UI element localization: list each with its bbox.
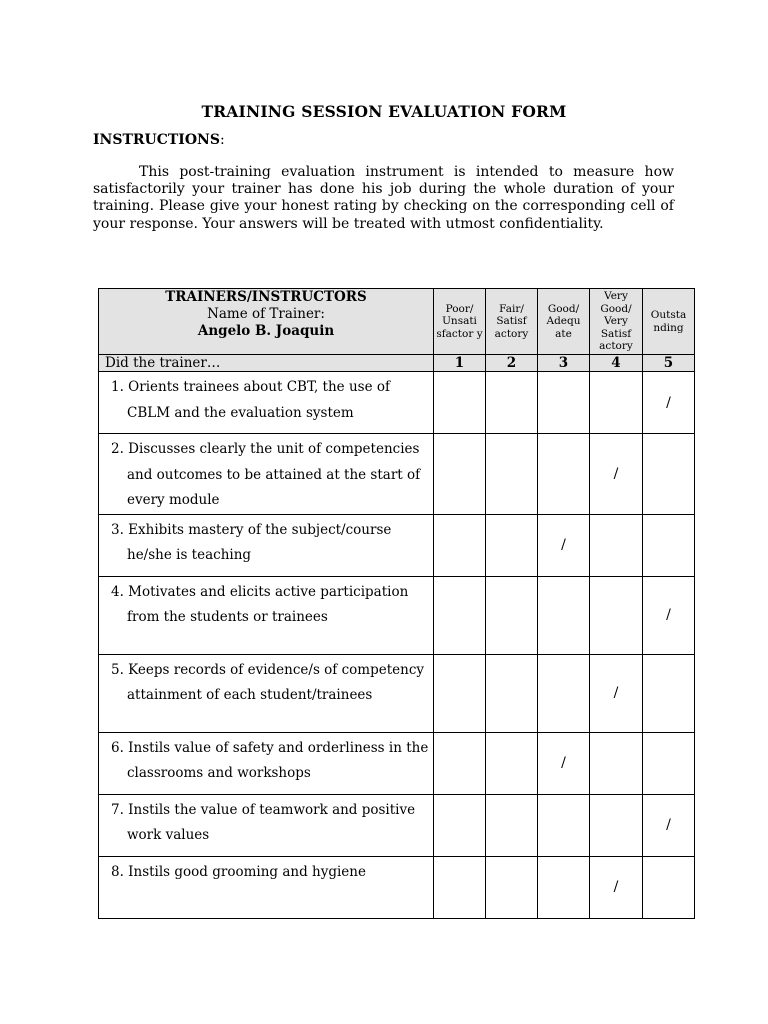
rating-cell-1[interactable] (434, 654, 486, 732)
rating-header-outstanding: Outsta nding (643, 289, 695, 355)
criterion-text: 4. Motivates and elicits active participation from the students or trainees (111, 583, 409, 625)
rating-cell-4[interactable] (590, 732, 643, 794)
check-mark: / (613, 465, 619, 482)
rating-cell-3[interactable] (538, 856, 590, 918)
rating-cell-5[interactable] (643, 794, 695, 856)
rating-header-very-good: Very Good/ Very Satisf actory (590, 289, 643, 355)
rating-cell-2[interactable] (486, 372, 538, 434)
criterion-text: 3. Exhibits mastery of the subject/course he/she is teaching (111, 521, 392, 563)
criterion-text: 5. Keeps records of evidence/s of competency attainment of each student/trainees (111, 661, 425, 703)
rating-cell-3[interactable] (538, 434, 590, 515)
check-mark: / (613, 685, 619, 701)
rating-cell-2[interactable] (486, 732, 538, 794)
rating-cell-5[interactable] (643, 514, 695, 576)
rating-header-poor: Poor/ Unsati sfactor y (434, 289, 486, 355)
rating-number-1: 1 (434, 355, 486, 372)
table-row (99, 732, 695, 794)
check-mark: / (561, 537, 566, 553)
trainer-name-label: Name of Trainer: (207, 306, 325, 322)
rating-cell-3[interactable] (538, 514, 590, 576)
rating-cell-1[interactable] (434, 514, 486, 576)
rating-cell-1[interactable] (434, 794, 486, 856)
evaluation-table (98, 288, 695, 919)
rating-cell-5[interactable] (643, 576, 695, 654)
rating-number-5: 5 (643, 355, 695, 372)
criterion-cell (99, 514, 434, 576)
rating-cell-1[interactable] (434, 732, 486, 794)
rating-cell-2[interactable] (486, 434, 538, 515)
rating-cell-5[interactable] (643, 372, 695, 434)
rating-cell-1[interactable] (434, 856, 486, 918)
rating-cell-5[interactable] (643, 732, 695, 794)
instructions-paragraph: This post-training evaluation instrument is intended to measure how satisfactorily your trainer has done his job during the whole duration of your training. Please give your honest rating by checking on the corresponding cell of your response. Your answers will be treated with utmost confidentiality. (93, 164, 674, 232)
rating-cell-4[interactable] (590, 372, 643, 434)
rating-header-good: Good/ Adequ ate (538, 289, 590, 355)
criterion-text: 1. Orients trainees about CBT, the use of CBLM and the evaluation system (111, 379, 390, 421)
table-row (99, 434, 695, 515)
rating-cell-2[interactable] (486, 794, 538, 856)
rating-cell-4[interactable] (590, 434, 643, 515)
criterion-text: 7. Instils the value of teamwork and positive work values (111, 801, 416, 843)
table-row (99, 654, 695, 732)
rating-cell-5[interactable] (643, 856, 695, 918)
rating-cell-2[interactable] (486, 576, 538, 654)
rating-cell-1[interactable] (434, 576, 486, 654)
check-mark: / (666, 607, 671, 623)
criterion-cell (99, 576, 434, 654)
trainer-name: Angelo B. Joaquin (197, 323, 335, 339)
rating-number-4: 4 (590, 355, 643, 372)
check-mark: / (666, 817, 671, 833)
criterion-cell (99, 372, 434, 434)
criterion-cell (99, 654, 434, 732)
criterion-text: 6. Instils value of safety and orderliness in the classrooms and workshops (111, 739, 429, 781)
rating-number-3: 3 (538, 355, 590, 372)
trainers-instructors-heading: TRAINERS/INSTRUCTORS (165, 289, 367, 305)
criterion-text: 2. Discusses clearly the unit of competencies and outcomes to be attained at the start of every module (111, 441, 421, 508)
rating-cell-3[interactable] (538, 732, 590, 794)
rating-cell-1[interactable] (434, 434, 486, 515)
criterion-cell (99, 732, 434, 794)
rating-cell-1[interactable] (434, 372, 486, 434)
rating-cell-5[interactable] (643, 434, 695, 515)
instructions-colon: : (219, 132, 225, 148)
check-mark: / (666, 394, 671, 411)
criterion-text: 8. Instils good grooming and hygiene (111, 863, 366, 880)
table-row (99, 514, 695, 576)
rating-cell-4[interactable] (590, 514, 643, 576)
rating-cell-4[interactable] (590, 794, 643, 856)
rating-cell-5[interactable] (643, 654, 695, 732)
rating-header-fair: Fair/ Satisf actory (486, 289, 538, 355)
rating-number-2: 2 (486, 355, 538, 372)
instructions-heading (93, 132, 225, 148)
table-row (99, 576, 695, 654)
instructions-label: INSTRUCTIONS (93, 132, 220, 148)
check-mark: / (613, 879, 619, 895)
did-the-trainer-label: Did the trainer… (99, 355, 434, 372)
trainer-header-cell (99, 289, 434, 355)
table-row (99, 372, 695, 434)
rating-cell-2[interactable] (486, 856, 538, 918)
criterion-cell (99, 434, 434, 515)
rating-cell-2[interactable] (486, 654, 538, 732)
rating-cell-3[interactable] (538, 794, 590, 856)
rating-cell-2[interactable] (486, 514, 538, 576)
rating-cell-4[interactable] (590, 654, 643, 732)
criterion-cell (99, 794, 434, 856)
rating-cell-3[interactable] (538, 654, 590, 732)
rating-cell-3[interactable] (538, 372, 590, 434)
table-row (99, 794, 695, 856)
criterion-cell (99, 856, 434, 918)
rating-cell-4[interactable] (590, 576, 643, 654)
rating-cell-3[interactable] (538, 576, 590, 654)
form-title: TRAINING SESSION EVALUATION FORM (201, 102, 567, 121)
rating-cell-4[interactable] (590, 856, 643, 918)
table-row (99, 856, 695, 918)
check-mark: / (561, 755, 566, 771)
